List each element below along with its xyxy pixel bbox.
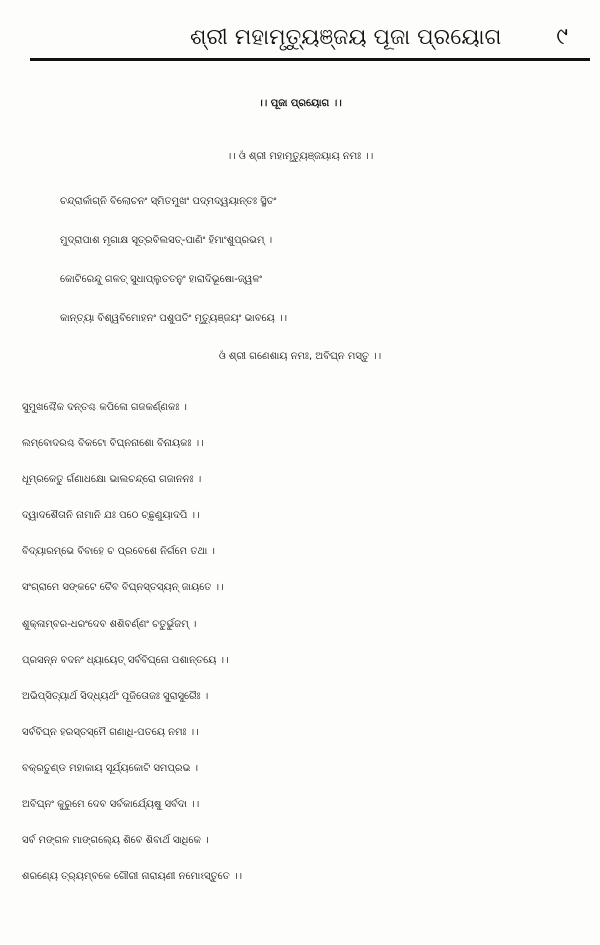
stotra-line: ସଂଗ୍ରାମେ ସଙ୍କଟେ ଚୈବ ବିଘ୍ନସ୍ତସ୍ୟନ୍ ଜାୟତେ ।। <box>22 582 224 594</box>
stotra-line: ଅବିଘ୍ନଂ କୁରୁମେ ଦେବ ସର୍ବକାର୍ଯ୍ୟେଷୁ ସର୍ବଦା ।। <box>22 799 200 811</box>
stotra-line: ସର୍ବବିଘ୍ନ ହରସ୍ତସ୍ମୈ ଗଣାଧି-ପତୟେ ନମଃ ।। <box>22 726 199 738</box>
ganesha-stotra <box>22 390 600 895</box>
running-header-title: ଶ୍ରୀ ମହାମୃତ୍ୟୁଞ୍ଜୟ ପୂଜା ପ୍ରୟୋଗ <box>190 25 502 50</box>
stotra-line: ଶରଣ୍ୟେ ତ୍ର୍ୟମ୍ବକେ ଗୌରୀ ନାରାୟଣୀ ନମୋଽସ୍ତୁତେ ।। <box>22 871 242 883</box>
stotra-line: ଦ୍ୱାଦଶୈତାନି ନାମାନି ଯଃ ପଠେ ଚ୍ଛୃଣୁୟାଦପି ।। <box>22 510 200 522</box>
stotra-line: ବିଦ୍ୟାରମ୍ଭେ ବିବାହେ ଚ ପ୍ରବେଶେ ନିର୍ଗମେ ତଥା । <box>22 546 215 558</box>
dhyana-line: ମୁଦ୍ରାପାଶ ମୃଗାକ୍ଷ ସୂତ୍ରବିଲସତ୍-ପାଣିଂ ହିମାଂଶୁପ୍ରଭମ୍ । <box>60 235 273 246</box>
page-number: ୯ <box>556 22 568 50</box>
header-rule <box>30 58 590 61</box>
section-heading: ।। ପୂଜା ପ୍ରୟୋଗ ।। <box>258 98 342 109</box>
dhyana-line: କାନ୍ତ୍ୟା ବିଶ୍ୱବିମୋହନଂ ପଶୁପତିଂ ମୃତ୍ୟୁଞ୍ଜୟଂ ଭାବୟେ ।। <box>60 313 287 324</box>
stotra-line: ସର୍ବ ମଙ୍ଗଳ ମାଙ୍ଗଲ୍ୟେ ଶିବେ ଶିବାର୍ଥ ସାଧିକେ । <box>22 835 209 847</box>
dhyana-verse <box>60 182 600 338</box>
stotra-line: ବକ୍ରତୁଣ୍ଡ ମହାକାୟ ସୂର୍ଯ୍ୟକୋଟି ସମପ୍ରଭ । <box>22 762 199 774</box>
dhyana-line: ଚନ୍ଦ୍ରାର୍କାଗ୍ନି ବିଲୋଚନଂ ସ୍ମିତମୁଖଂ ପଦ୍ମଦ୍ୱୟାନ୍ତଃ ସ୍ଥିତଂ <box>60 196 277 207</box>
invocation-ganesha: ଓଁ ଶ୍ରୀ ଗଣେଶାୟ ନମଃ, ଅବିଘ୍ନ ମସ୍ତୁ ।। <box>218 351 382 362</box>
running-header <box>30 0 590 62</box>
stotra-line: ଅଭିପ୍ସିତ୍ୟାର୍ଥ ସିଦ୍ଧ୍ୟର୍ଥଂ ପୂଜିତୋଜଃ ସୁରାସୁରୈଃ । <box>22 690 209 702</box>
stotra-line: ଲମ୍ବୋଦରଶ୍ଚ ବିକଟୋ ବିଘ୍ନନାଶୋ ବିନାୟକଃ ।। <box>22 438 204 450</box>
stotra-line: ପ୍ରସନ୍ନ ବଦନଂ ଧ୍ୟାୟେତ୍ ସର୍ବବିଘ୍ନୋ ପଶାନ୍ତୟେ ।। <box>22 654 229 666</box>
stotra-line: ଧୂମ୍ରକେତୁ ର୍ଗଣାଧକ୍ଷୋ ଭାଲଚନ୍ଦ୍ରୋ ଗଜାନନଃ । <box>22 474 202 486</box>
dhyana-line: କୋଟିରେନ୍ଦୁ ଗଳତ୍ ସୁଧାପ୍ଲୁତତନୁଂ ହାରାଦିଭୂଷୋ-ଜ୍ୱଳଂ <box>60 274 263 285</box>
invocation-mrityunjaya: ।। ଓଁ ଶ୍ରୀ ମହାମୃତ୍ୟୁଞ୍ଜୟାୟ ନମଃ ।। <box>226 151 374 162</box>
stotra-line: ଶୁକ୍ଳାମ୍ବର-ଧରଂଦେବ ଶଶିବର୍ଣ୍ଣଂ ଚତୁର୍ଭୁଜମ୍ । <box>22 618 197 630</box>
stotra-line: ସୁମୁଖଶ୍ଚୈକ ଦନ୍ତଶ୍ଚ କପିଳୋ ଗଜକର୍ଣ୍ଣକଃ । <box>22 402 187 413</box>
